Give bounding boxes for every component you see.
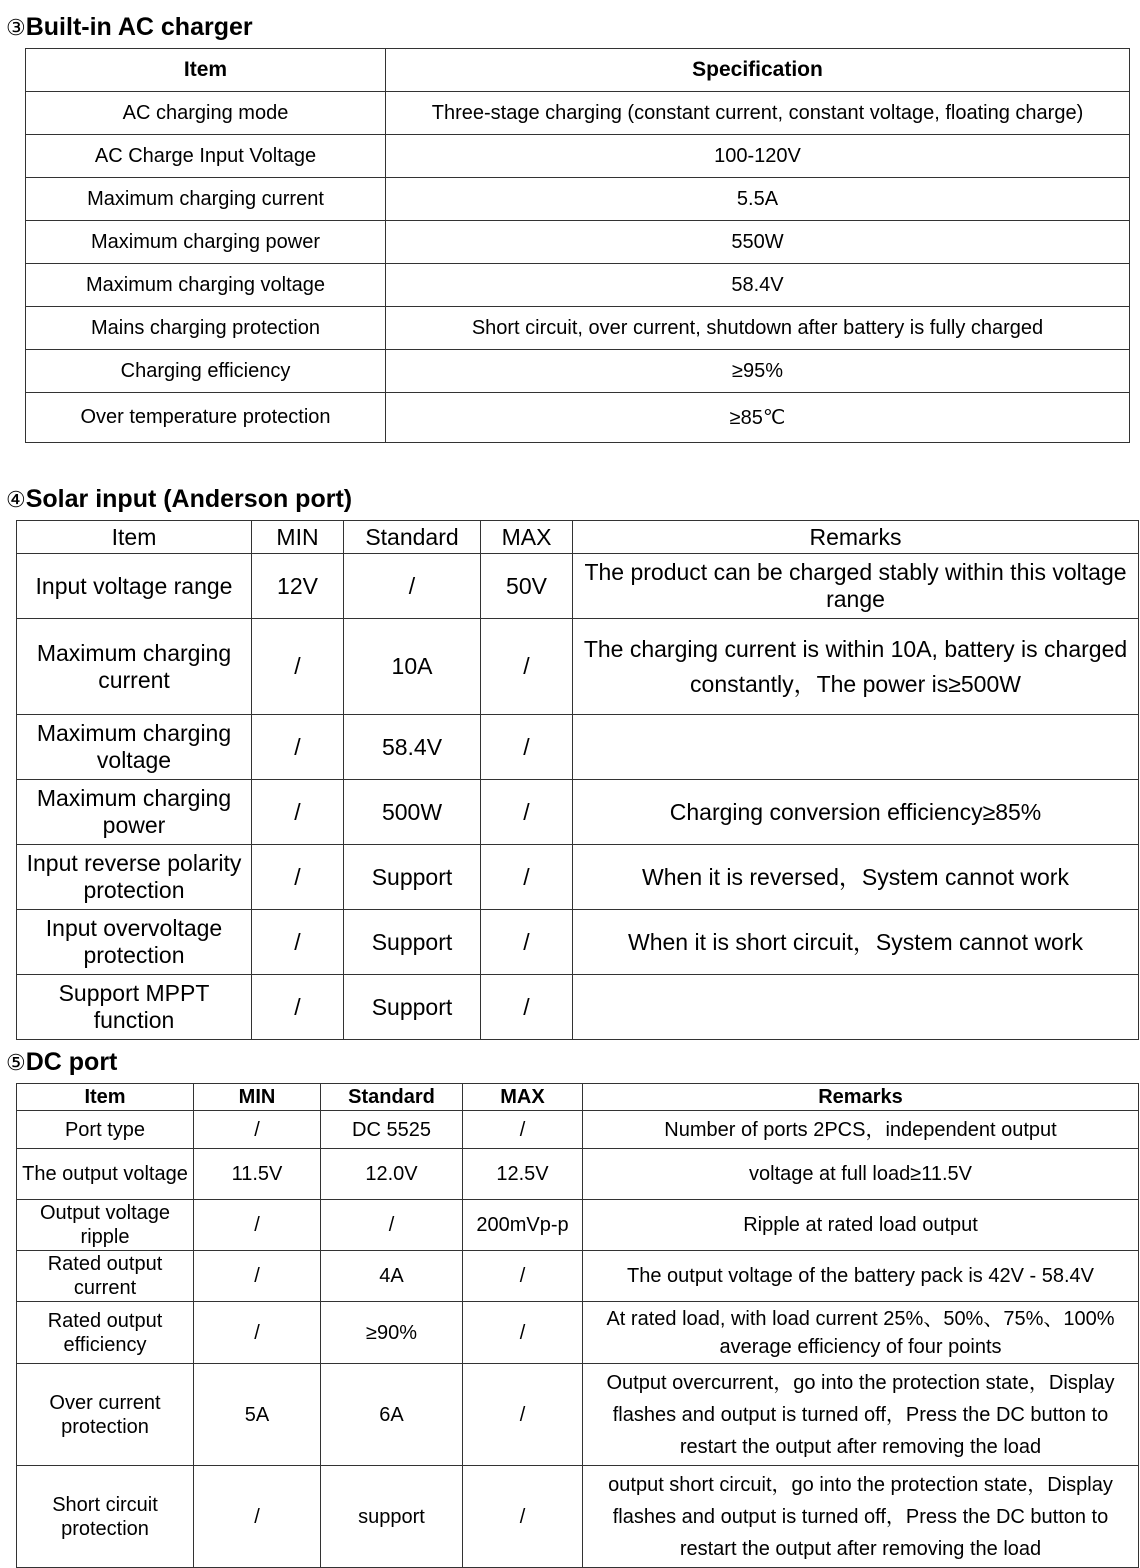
cell-item: Rated output efficiency bbox=[17, 1302, 194, 1364]
cell-remarks: output short circuit，go into the protection state，Display flashes and output is turned off，Press the DC button to restart the output after removing the load bbox=[583, 1466, 1139, 1568]
cell-standard: 58.4V bbox=[344, 715, 481, 780]
cell-max: / bbox=[463, 1364, 583, 1466]
table-row bbox=[17, 715, 1139, 780]
cell-remarks: Number of ports 2PCS，independent output bbox=[583, 1111, 1139, 1149]
table-row bbox=[26, 178, 1130, 221]
table-row bbox=[17, 1111, 1139, 1149]
table-row bbox=[17, 1200, 1139, 1251]
table-row bbox=[26, 221, 1130, 264]
cell-spec: ≥85℃ bbox=[386, 393, 1130, 443]
cell-remarks: Output overcurrent，go into the protection state，Display flashes and output is turned off，Press the DC button to restart the output after removing the load bbox=[583, 1364, 1139, 1466]
cell-max: 12.5V bbox=[463, 1149, 583, 1200]
cell-spec: 550W bbox=[386, 221, 1130, 264]
cell-min: / bbox=[194, 1466, 321, 1568]
cell-max: / bbox=[463, 1251, 583, 1302]
table-row bbox=[26, 135, 1130, 178]
table-header-row bbox=[17, 1084, 1139, 1111]
table-row bbox=[17, 845, 1139, 910]
cell-spec: ≥95% bbox=[386, 350, 1130, 393]
cell-max: / bbox=[481, 715, 573, 780]
cell-standard: ≥90% bbox=[321, 1302, 463, 1364]
cell-spec: Three-stage charging (constant current, constant voltage, floating charge) bbox=[386, 92, 1130, 135]
header-max: MAX bbox=[481, 521, 573, 554]
ac-charger-table bbox=[25, 48, 1130, 443]
section-title-solar-input bbox=[6, 484, 352, 515]
cell-item: Maximum charging power bbox=[17, 780, 252, 845]
section-title-text: DC port bbox=[25, 1048, 118, 1076]
section-title-dc-port bbox=[6, 1047, 117, 1078]
cell-remarks: Charging conversion efficiency≥85% bbox=[573, 780, 1139, 845]
cell-min: 5A bbox=[194, 1364, 321, 1466]
cell-max: / bbox=[481, 910, 573, 975]
cell-item: Support MPPT function bbox=[17, 975, 252, 1040]
header-min: MIN bbox=[194, 1084, 321, 1111]
cell-min: 11.5V bbox=[194, 1149, 321, 1200]
cell-spec: 5.5A bbox=[386, 178, 1130, 221]
cell-remarks: The output voltage of the battery pack is 42V - 58.4V bbox=[583, 1251, 1139, 1302]
header-item: Item bbox=[26, 49, 386, 92]
cell-item: Maximum charging power bbox=[26, 221, 386, 264]
cell-standard: Support bbox=[344, 975, 481, 1040]
cell-max: / bbox=[481, 975, 573, 1040]
cell-item: Input overvoltage protection bbox=[17, 910, 252, 975]
cell-max: / bbox=[463, 1466, 583, 1568]
cell-standard: DC 5525 bbox=[321, 1111, 463, 1149]
cell-item: Mains charging protection bbox=[26, 307, 386, 350]
table-row bbox=[26, 350, 1130, 393]
cell-remarks bbox=[573, 975, 1139, 1040]
cell-max: / bbox=[481, 845, 573, 910]
cell-remarks: The product can be charged stably within this voltage range bbox=[573, 554, 1139, 619]
cell-max: / bbox=[481, 780, 573, 845]
cell-item: Over current protection bbox=[17, 1364, 194, 1466]
table-row bbox=[17, 1364, 1139, 1466]
cell-item: Rated output current bbox=[17, 1251, 194, 1302]
header-item: Item bbox=[17, 1084, 194, 1111]
cell-min: / bbox=[194, 1302, 321, 1364]
cell-standard: 4A bbox=[321, 1251, 463, 1302]
cell-remarks: Ripple at rated load output bbox=[583, 1200, 1139, 1251]
cell-standard: 12.0V bbox=[321, 1149, 463, 1200]
table-row bbox=[17, 975, 1139, 1040]
cell-remarks bbox=[573, 715, 1139, 780]
table-row bbox=[17, 1302, 1139, 1364]
cell-standard: Support bbox=[344, 910, 481, 975]
table-row bbox=[26, 307, 1130, 350]
section-title-text: Solar input (Anderson port) bbox=[25, 485, 353, 513]
cell-item: Maximum charging voltage bbox=[17, 715, 252, 780]
cell-standard: 10A bbox=[344, 619, 481, 715]
table-header-row bbox=[26, 49, 1130, 92]
header-item: Item bbox=[17, 521, 252, 554]
section-number: ⑤ bbox=[6, 1050, 26, 1075]
cell-item: Over temperature protection bbox=[26, 393, 386, 443]
cell-max: / bbox=[463, 1302, 583, 1364]
cell-item: AC charging mode bbox=[26, 92, 386, 135]
cell-item: Port type bbox=[17, 1111, 194, 1149]
cell-item: The output voltage bbox=[17, 1149, 194, 1200]
cell-max: / bbox=[463, 1111, 583, 1149]
cell-item: Maximum charging current bbox=[17, 619, 252, 715]
table-row bbox=[17, 554, 1139, 619]
cell-min: / bbox=[252, 910, 344, 975]
section-title-ac-charger bbox=[6, 12, 253, 43]
cell-item: Output voltage ripple bbox=[17, 1200, 194, 1251]
cell-min: / bbox=[252, 619, 344, 715]
table-row bbox=[17, 1251, 1139, 1302]
cell-min: / bbox=[194, 1251, 321, 1302]
table-row bbox=[26, 264, 1130, 307]
cell-standard: 500W bbox=[344, 780, 481, 845]
cell-remarks: When it is reversed，System cannot work bbox=[573, 845, 1139, 910]
table-row bbox=[17, 910, 1139, 975]
cell-standard: 6A bbox=[321, 1364, 463, 1466]
cell-spec: Short circuit, over current, shutdown after battery is fully charged bbox=[386, 307, 1130, 350]
header-remarks: Remarks bbox=[573, 521, 1139, 554]
table-row bbox=[17, 1149, 1139, 1200]
cell-max: 200mVp-p bbox=[463, 1200, 583, 1251]
cell-standard: / bbox=[344, 554, 481, 619]
table-row bbox=[17, 619, 1139, 715]
cell-min: 12V bbox=[252, 554, 344, 619]
cell-spec: 58.4V bbox=[386, 264, 1130, 307]
cell-min: / bbox=[252, 975, 344, 1040]
table-row bbox=[26, 393, 1130, 443]
cell-remarks: The charging current is within 10A, battery is charged constantly，The power is≥500W bbox=[573, 619, 1139, 715]
dc-port-table bbox=[16, 1083, 1139, 1568]
cell-item: Short circuit protection bbox=[17, 1466, 194, 1568]
header-specification: Specification bbox=[386, 49, 1130, 92]
cell-item: Maximum charging voltage bbox=[26, 264, 386, 307]
cell-min: / bbox=[194, 1200, 321, 1251]
header-standard: Standard bbox=[321, 1084, 463, 1111]
cell-max: 50V bbox=[481, 554, 573, 619]
cell-remarks: When it is short circuit，System cannot work bbox=[573, 910, 1139, 975]
cell-standard: support bbox=[321, 1466, 463, 1568]
section-title-text: Built-in AC charger bbox=[25, 13, 253, 41]
section-number: ④ bbox=[6, 487, 26, 512]
cell-item: Maximum charging current bbox=[26, 178, 386, 221]
table-row bbox=[17, 780, 1139, 845]
table-row bbox=[17, 1466, 1139, 1568]
section-number: ③ bbox=[6, 15, 26, 40]
cell-item: Input voltage range bbox=[17, 554, 252, 619]
cell-item: AC Charge Input Voltage bbox=[26, 135, 386, 178]
cell-spec: 100-120V bbox=[386, 135, 1130, 178]
cell-standard: Support bbox=[344, 845, 481, 910]
cell-max: / bbox=[481, 619, 573, 715]
cell-min: / bbox=[252, 780, 344, 845]
cell-min: / bbox=[252, 845, 344, 910]
cell-remarks: At rated load, with load current 25%、50%、75%、100% average efficiency of four points bbox=[583, 1302, 1139, 1364]
table-row bbox=[26, 92, 1130, 135]
solar-input-table bbox=[16, 520, 1139, 1040]
cell-item: Charging efficiency bbox=[26, 350, 386, 393]
cell-item: Input reverse polarity protection bbox=[17, 845, 252, 910]
header-remarks: Remarks bbox=[583, 1084, 1139, 1111]
header-max: MAX bbox=[463, 1084, 583, 1111]
cell-standard: / bbox=[321, 1200, 463, 1251]
header-standard: Standard bbox=[344, 521, 481, 554]
header-min: MIN bbox=[252, 521, 344, 554]
cell-min: / bbox=[252, 715, 344, 780]
cell-min: / bbox=[194, 1111, 321, 1149]
cell-remarks: voltage at full load≥11.5V bbox=[583, 1149, 1139, 1200]
table-header-row bbox=[17, 521, 1139, 554]
